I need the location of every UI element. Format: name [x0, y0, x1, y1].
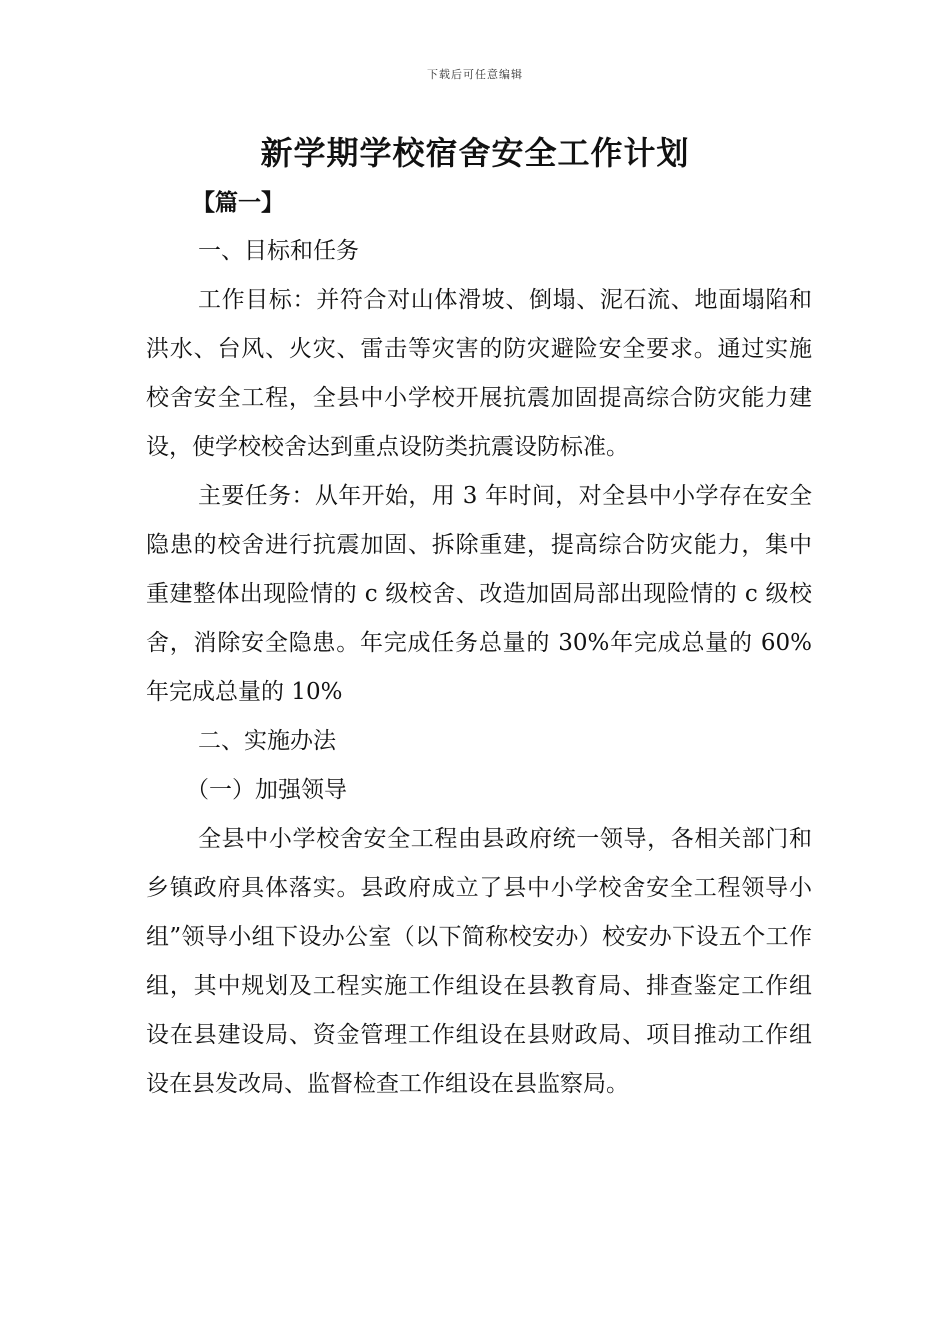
heading-implementation: 二、实施办法 [198, 728, 336, 754]
document-title: 新学期学校宿舍安全工作计划 [260, 134, 690, 172]
paragraph-main-tasks: 主要任务：从年开始，用 3 年时间，对全县中小学存在安全隐患的校舍进行抗震加固、拆除重建，提高综合防灾能力，集中重建整体出现险情的 c 级校舍、改造加固局部出现险情的 c 级校舍，消除安全隐患。年完成任务总量的 30%年完成总量的 60%年完成总量的 10% [146, 483, 812, 705]
document-body [146, 178, 812, 1109]
paragraph-work-goal: 工作目标：并符合对山体滑坡、倒塌、泥石流、地面塌陷和洪水、台风、火灾、雷击等灾害的防灾避险安全要求。通过实施校舍安全工程，全县中小学校开展抗震加固提高综合防灾能力建设，使学校校舍达到重点设防类抗震设防标准。 [146, 287, 812, 460]
section-marker: 【篇一】 [192, 189, 284, 216]
heading-goals-tasks: 一、目标和任务 [198, 238, 359, 264]
paragraph-leadership: 全县中小学校舍安全工程由县政府统一领导，各相关部门和乡镇政府具体落实。县政府成立了县中小学校舍安全工程领导小组”领导小组下设办公室（以下简称校安办）校安办下设五个工作组，其中规划及工程实施工作组设在县教育局、排查鉴定工作组设在县建设局、资金管理工作组设在县财政局、项目推动工作组设在县发改局、监督检查工作组设在县监察局。 [146, 826, 812, 1097]
header-note: 下载后可任意编辑 [427, 68, 523, 81]
subheading-leadership: （一）加强领导 [186, 777, 347, 803]
